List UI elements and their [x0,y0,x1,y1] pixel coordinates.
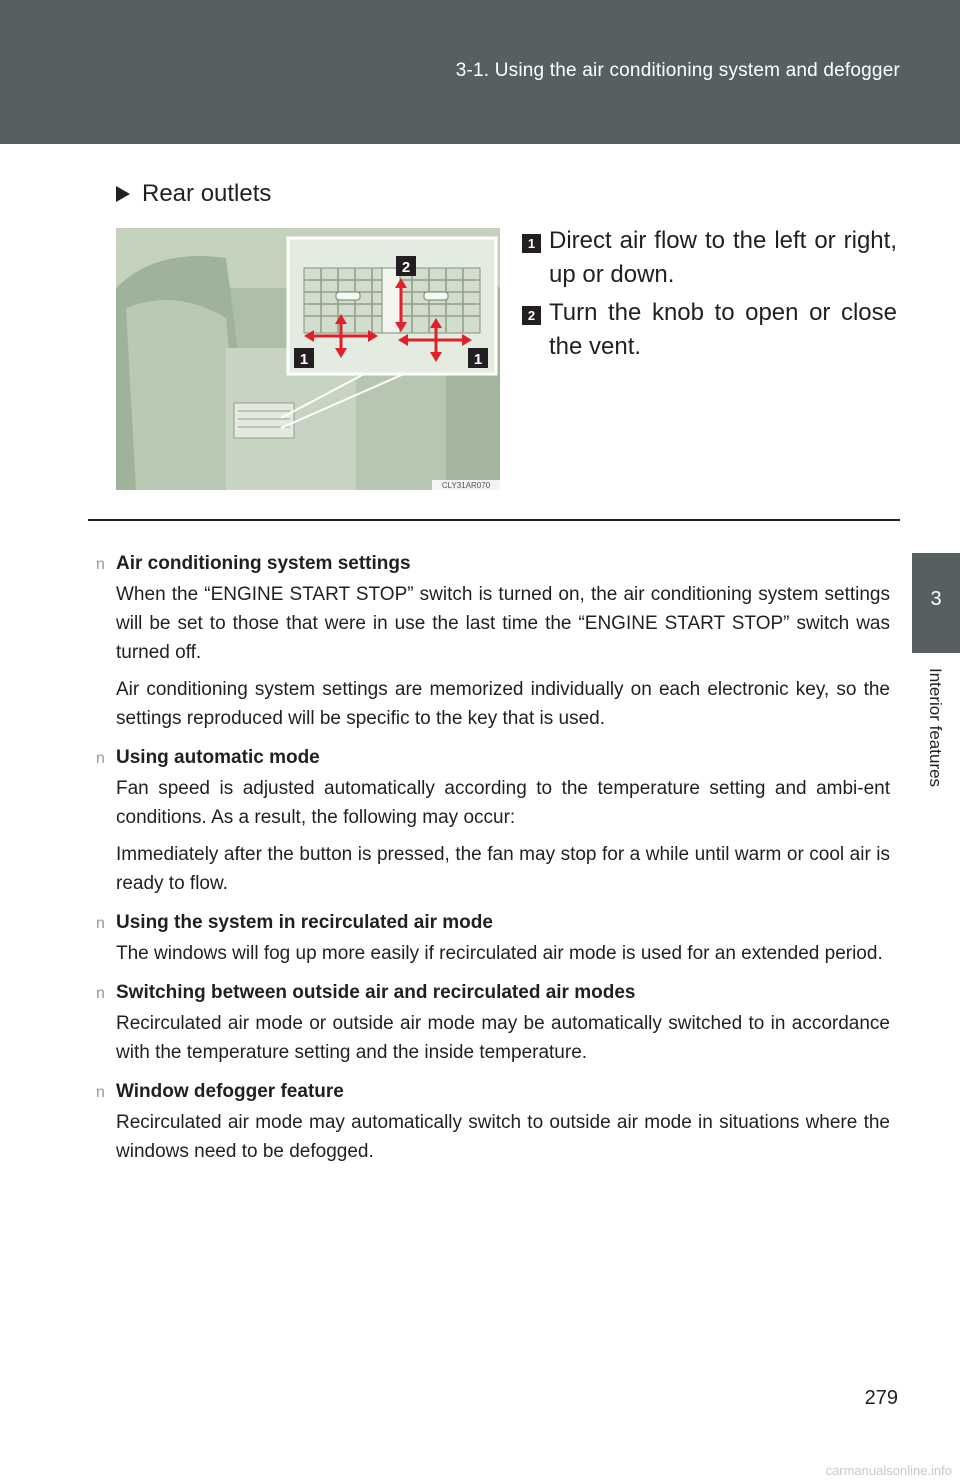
watermark: carmanualsonline.info [825,1463,952,1478]
note-paragraph: The windows will fog up more easily if recirculated air mode is used for an extended period. [116,943,883,964]
note-bullet-icon: n [96,915,105,932]
figure-label-1-left: 1 [299,351,309,368]
note-bullet-icon: n [96,750,105,767]
note-paragraph: Air conditioning system settings are memorized individually on each electronic key, so the settings reproduced will be specific to the key that is used. [116,679,890,729]
section-title: 3-1. Using the air conditioning system and defogger [455,60,900,81]
note-bullet-icon: n [96,985,105,1002]
figure-label-1-right: 1 [473,351,483,368]
note-paragraph: When the “ENGINE START STOP” switch is turned on, the air conditioning system settings will be set to those that were in use the last time the “ENGINE START STOP” switch was turned off. [116,584,890,663]
note-title: Switching between outside air and recirculated air modes [116,982,636,1003]
subheading-text: Rear outlets [142,180,272,207]
callout-list [522,224,897,368]
note-title: Using the system in recirculated air mode [116,912,493,933]
note-paragraph: Recirculated air mode or outside air mode may be automatically switched to in accordance with the temperature setting and the inside temperature. [116,1013,890,1063]
callout-number-badge: 1 [522,234,541,253]
triangle-bullet-icon [116,186,130,202]
subheading [116,180,271,208]
note-automatic-mode [96,741,890,898]
page-header [0,0,960,144]
chapter-tab [912,553,960,653]
section-divider [88,519,900,521]
notes-list [96,547,890,1174]
note-paragraph: Fan speed is adjusted automatically according to the temperature setting and ambi-ent conditions. As a result, the following may occur: [116,778,890,828]
callout-text: Turn the knob to open or close the vent. [549,299,897,360]
rear-outlets-figure [116,228,500,490]
callout-number-badge: 2 [522,306,541,325]
note-title: Air conditioning system settings [116,553,411,574]
callout-text: Direct air flow to the left or right, up or down. [549,227,897,288]
note-paragraph: Recirculated air mode may automatically switch to outside air mode in situations where the windows need to be defogged. [116,1112,890,1162]
rear-outlets-illustration [116,228,500,490]
note-switching-modes [96,976,890,1067]
note-ac-settings [96,547,890,733]
callout-item [522,224,897,292]
figure-label-2: 2 [401,259,411,276]
note-paragraph: Immediately after the button is pressed, the fan may stop for a while until warm or cool air is ready to flow. [116,844,890,894]
chapter-label-wrap [916,668,956,828]
note-title: Using automatic mode [116,747,320,768]
chapter-label: Interior features [926,668,945,788]
figure-code: CLY31AR070 [441,481,491,490]
callout-item [522,296,897,364]
note-bullet-icon: n [96,556,105,573]
note-recirculated-mode [96,906,890,968]
note-title: Window defogger feature [116,1081,344,1102]
note-bullet-icon: n [96,1084,105,1101]
page-number: 279 [864,1387,898,1409]
note-window-defogger [96,1075,890,1166]
chapter-number: 3 [930,588,942,610]
